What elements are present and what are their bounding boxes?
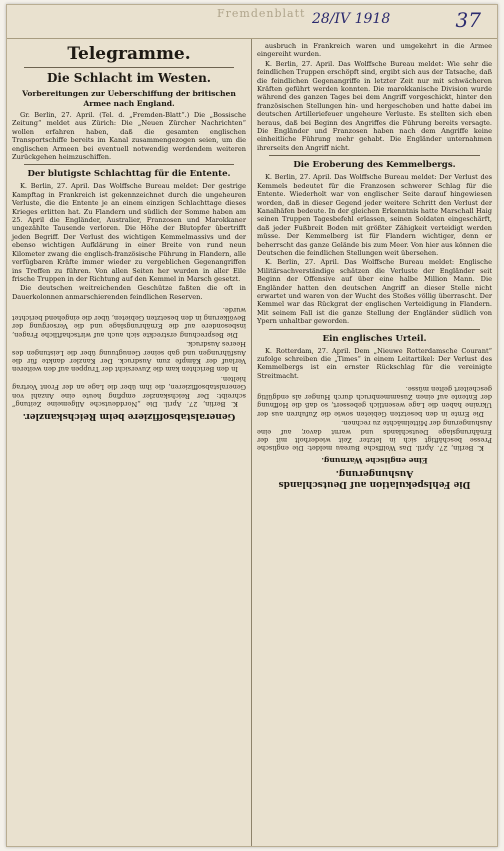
inverted-subhead: Eine englische Warnung. — [321, 455, 428, 465]
article-paragraph: K. Rotterdam, 27. April. Dem „Nieuwe Rotterdamsche Courant“ zufolge schreiben die „Times“ in einem Leitartikel: Der Verlust des Kemmelbergs ist ein ernster Rückschlag für die vereinigte Streitmacht. — [257, 346, 492, 380]
inverted-article — [12, 305, 246, 421]
telegramme-masthead: Telegramme. — [67, 44, 191, 64]
inverted-section-heading: Die Fehlspekulation auf Deutschlands Aushungerung. — [278, 467, 471, 489]
article-paragraph: K. Berlin, 27. April. Die „Norddeutsche Allgemeine Zeitung“ schreibt: Der Reichskanzler empfing heute eine Anzahl von Generalstabsoffizieren, die ihm über die Lage an der Front Vortrag hielten. — [12, 374, 246, 408]
inverted-article — [257, 384, 492, 489]
article-paragraph: K. Berlin, 27. April. Das Wolffsche Bureau meldet: Wie sehr die feindlichen Truppen erschöpft sind, ergibt sich aus der Tatsache, daß die feindlichen Gegenangriffe in letzter Zeit nur mit schwächeren Kräften geführt werden konnten. Die marokkanische Division wurde während des ganzen Tages bei dem Angriff vorgeschickt, hinter den französischen Stellungen hin- und hergeschoben und hatte dabei im deutschen Artilleriefeuer ungeheure Verluste. Es stellten sich eben heraus, daß bei Beginn des Angriffes die Führung bereits versagte. Die Engländer und Franzosen haben nach dem Angriffe keine einheitliche Führung mehr gehabt. Die Engländer unternahmen ihrerseits den Angriff nicht. — [257, 59, 492, 152]
article-paragraph: K. Berlin, 27. April. Das Wolffsche Bureau meldet: Englische Militärsachverständige schätzen die Verluste der Engländer seit Beginn der Offensive auf über eine halbe Million Mann. Die Engländer hatten den deutschen Angriff an dieser Stelle nicht erwartet und waren von der Wucht des Stoßes völlig überrascht. Der Kemmel war das Rückgrat der englischen Verteidigung in Flandern. Mit seinem Fall ist die ganze Stellung der Engländer südlich von Ypern unhaltbar geworden. — [257, 258, 492, 326]
article-paragraph: In den Berichten kam die Zuversicht der Truppen auf den weiteren Verlauf der Kämpfe zum Ausdruck. Der Kanzler dankte für die Ausführungen und gab seiner Genugtuung über die Leistungen des Heeres Ausdruck. — [12, 340, 246, 374]
section-heading: Ein englisches Urteil. — [322, 333, 427, 344]
inverted-section-heading: Generalstabsoffiziere beim Reichskanzler. — [22, 411, 236, 421]
article-paragraph: K. Berlin, 27. April. Das Wolffsche Bureau meldet: Der Verlust des Kemmels bedeutet für die Franzosen schwerer Schlag für die Entente. Wiederholt war von englischer Seite darauf hingewiesen worden, daß in dieser Gegend jeder weitere Schritt den Verlust der Kanalhäfen bedeute. In der gleichen Erkenntnis hatte Marschall Haig seinen Truppen Tagesbefehl erlassen, seinen Soldaten eingeschärft, daß jeder Fußbreit Boden mit größter Zähigkeit verteidigt werden müsse. Der Kemmelberg ist für Flandern wichtiger, denn er beherrscht das ganze Gelände bis zum Meer. Von hier aus können die Deutschen die feindlichen Stellungen weit übersehen. — [257, 173, 492, 257]
right-column — [252, 39, 497, 846]
handwritten-number: 37 — [455, 8, 481, 32]
article-paragraph: Die deutschen weitreichenden Geschütze faßten die oft in Dauerkolonnen anmarschierenden feindlichen Reserven. — [12, 284, 246, 301]
divider — [269, 155, 480, 156]
article-paragraph: Die Ernte in den besetzten Gebieten sowie die Zufuhren aus der Ukraine haben die Lage wesentlich gebessert, so daß die Hoffnung der Entente auf einen Zusammenbruch durch Hunger als endgültig gescheitert gelten müsse. — [257, 384, 492, 418]
article-paragraph: ausbruch in Frankreich waren und umgekehrt in die Armee eingereiht wurden. — [257, 42, 492, 59]
section-heading: Die Eroberung des Kemmelbergs. — [293, 160, 456, 171]
article-columns — [7, 39, 497, 846]
newspaper-name: Fremdenblatt — [217, 7, 306, 20]
article-paragraph: Die Besprechung erstreckte sich auch auf wirtschaftliche Fragen, insbesondere auf die Ernährungslage und die Versorgung der Bevölkerung in den besetzten Gebieten, über die eingehend berichtet wurde. — [12, 305, 246, 339]
newspaper-clipping — [6, 4, 498, 847]
left-column — [7, 39, 252, 846]
main-headline: Die Schlacht im Westen. — [47, 71, 211, 85]
article-paragraph: K. Berlin, 27. April. Das Wolffsche Bureau meldet: Der gestrige Kampftag in Frankreich ist gekennzeichnet durch die ungeheuren Verluste, die die Entente je an einem einzigen Schlachttage dieses Krieges erlitten hat. Zu Flandern und südlich der Somme haben am 25. April die Engländer, Australier, Franzosen und Marokkaner ungezählte Tausende verloren. Die Höhe der Blutopfer übertrifft jeden Begriff. Der Verlust des wichtigen Kemmelmassivs und der ebenso wichtigen Aufklärung in einer Breite von rund neun Kilometer zwang die englisch-französische Führung in Flandern, alle verfügbaren Kräfte immer wieder zu vergeblichen Gegenangriffen ins Treffen zu führen. Von allen Seiten her wurden in aller Eile frische Truppen in der Richtung auf den Kemmel in Marsch gesetzt. — [12, 182, 246, 283]
main-subhead: Vorbereitungen zur Ueberschiffung der britischen Armee nach England. — [22, 89, 236, 108]
divider — [24, 164, 234, 165]
article-paragraph: K. Berlin, 27. April. Das Wolffsche Bureau meldet: Die englische Presse beschäftigt sich in letzter Zeit wiederholt mit der Ernährungslage Deutschlands und warnt davor, auf eine Aushungerung der Mittelmächte zu rechnen. — [257, 419, 492, 453]
handwritten-date: 28/IV 1918 — [312, 11, 391, 27]
divider — [24, 67, 234, 68]
divider — [269, 329, 480, 330]
article-paragraph: Gr. Berlin, 27. April. (Tel. d. „Fremden-Blatt“.) Die „Bossische Zeitung“ meldet aus Zürich: Die „Neuen Zürcher Nachrichten“ wollen erfahren haben, daß die gesamten englischen Transportschiffe bereits im Kanal zusammengezogen seien, um die englischen Armeen bei eventuell notwendig werdendem weiteren Zurückgehen heimzuschiffen. — [12, 111, 246, 162]
clipping-header — [7, 5, 497, 39]
section-heading: Der blutigste Schlachttag für die Entente. — [27, 169, 231, 180]
